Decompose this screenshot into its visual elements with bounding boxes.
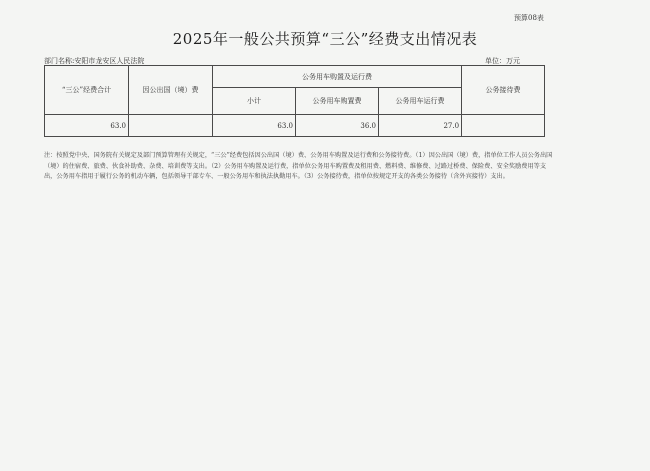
header-total: “三公”经费合计 xyxy=(45,66,129,115)
cell-reception xyxy=(462,115,545,137)
header-vehicle-group: 公务用车购置及运行费 xyxy=(213,66,462,88)
header-abroad: 因公出国（境）费 xyxy=(129,66,213,115)
header-vehicle-operation: 公务用车运行费 xyxy=(379,88,462,115)
cell-subtotal: 63.0 xyxy=(213,115,296,137)
header-reception: 公务接待费 xyxy=(462,66,545,115)
header-vehicle-purchase: 公务用车购置费 xyxy=(296,88,379,115)
cell-vehicle-operation: 27.0 xyxy=(379,115,462,137)
department-name: 部门名称:安阳市龙安区人民法院 xyxy=(44,57,145,65)
page-code: 预算08表 xyxy=(514,14,544,22)
cell-abroad xyxy=(129,115,213,137)
footnote: 注：按照党中央、国务院有关规定及部门预算管理有关规定，“三公”经费包括因公出国（境）费、公务用车购置及运行费和公务接待费。（1）因公出国（境）费，指单位工作人员公务出国（境）的住宿费、旅费、伙食补助费、杂费、培训费等支出。（2）公务用车购置及运行费，指单位公务用车购置费及租用费、燃料费、维修费、过路过桥费、保险费、安全奖励费用等支出，公务用车指用于履行公务的机动车辆，包括领导干部专车、一般公务用车和执法执勤用车。（3）公务接待费，指单位按规定开支的各类公务接待（含外宾接待）支出。 xyxy=(44,152,553,180)
three-public-expense-table xyxy=(44,65,545,137)
table-row xyxy=(45,115,545,137)
cell-vehicle-purchase: 36.0 xyxy=(296,115,379,137)
unit-label: 单位：万元 xyxy=(485,57,520,65)
header-subtotal: 小计 xyxy=(213,88,296,115)
page-title: 2025年一般公共预算“三公”经费支出情况表 xyxy=(172,30,478,48)
cell-total: 63.0 xyxy=(45,115,129,137)
